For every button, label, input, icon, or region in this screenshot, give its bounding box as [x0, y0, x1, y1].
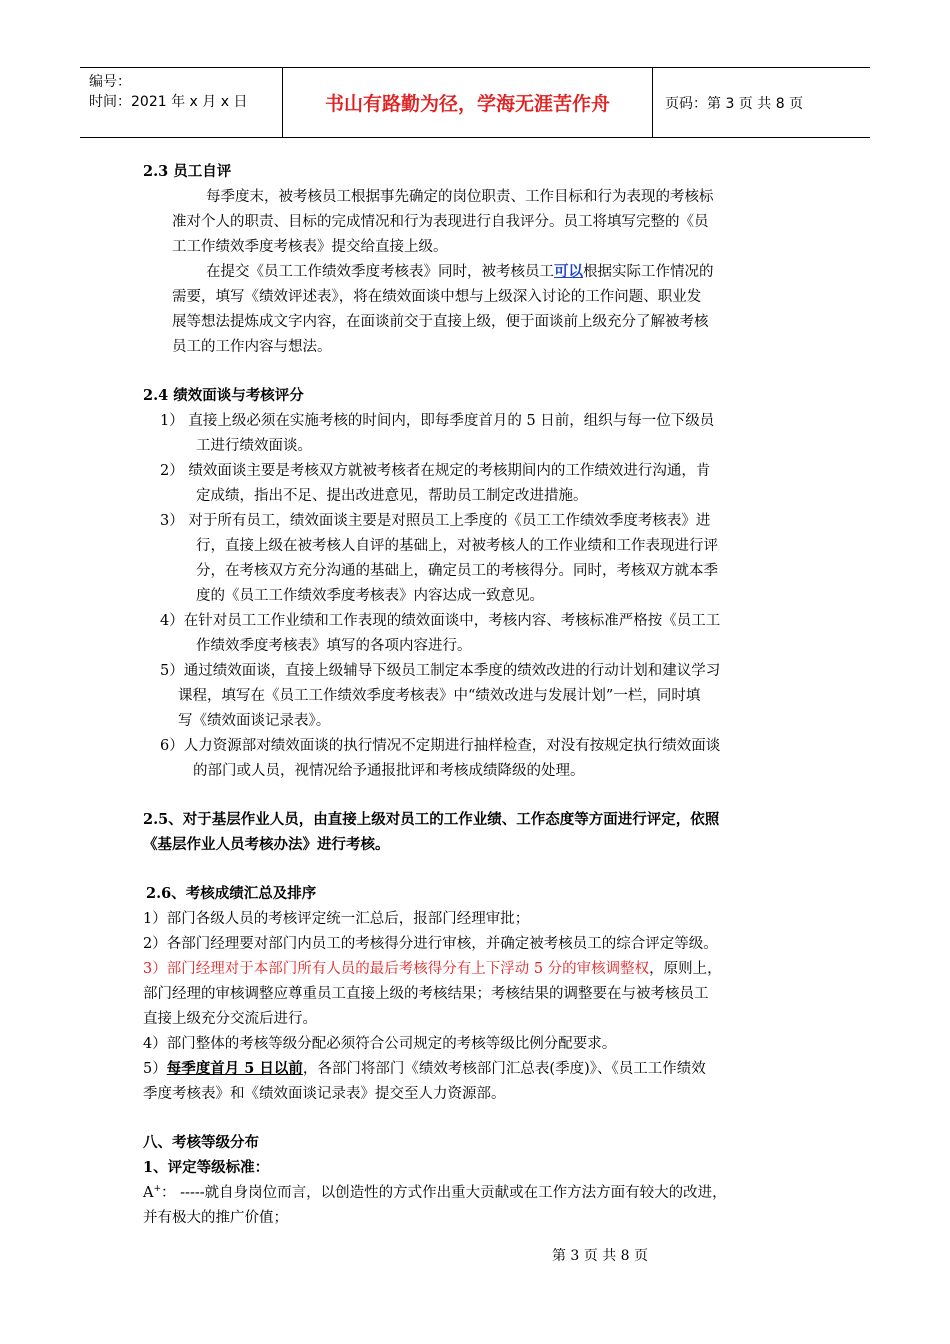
time-label: 时间：2021 年 x 月 x 日 [89, 94, 248, 110]
list-item-line: 作绩效季度考核表》填写的各项内容进行。 [196, 638, 472, 654]
list-item-line: 4）在针对员工工作业绩和工作表现的绩效面谈中，考核内容、考核标准严格按《员工工 [160, 613, 721, 629]
link-keyi[interactable]: 可以 [554, 263, 583, 280]
list-item-line: 3）部门经理对于本部门所有人员的最后考核得分有上下浮动 5 分的审核调整权，原则上， [143, 961, 722, 977]
paragraph-line: 每季度末，被考核员工根据事先确定的岗位职责、工作目标和行为表现的考核标 [206, 189, 714, 205]
section-title-8: 八、考核等级分布 [143, 1134, 259, 1151]
grade-line: 并有极大的推广价值； [143, 1210, 288, 1226]
list-item-line: 3） 对于所有员工，绩效面谈主要是对照员工上季度的《员工工作绩效季度考核表》进 [160, 513, 711, 529]
page-header [80, 67, 870, 138]
list-item-line: 5）通过绩效面谈，直接上级辅导下级员工制定本季度的绩效改进的行动计划和建议学习 [160, 663, 721, 679]
list-item-line: 5）每季度首月 5 日以前，各部门将部门《绩效考核部门汇总表(季度)》、《员工工作绩效 [143, 1060, 706, 1077]
section-2-5-line: 《基层作业人员考核办法》进行考核。 [143, 836, 390, 853]
header-motto: 书山有路勤为径，学海无涯苦作舟 [283, 68, 653, 137]
list-item-line: 2）各部门经理要对部门内员工的考核得分进行审核，并确定被考核员工的综合评定等级。 [143, 936, 718, 952]
list-item-line: 课程，填写在《员工工作绩效季度考核表》中“绩效改进与发展计划”一栏，同时填 [178, 688, 701, 704]
highlighted-text: 3）部门经理对于本部门所有人员的最后考核得分有上下浮动 5 分的审核调整权 [143, 961, 650, 977]
list-item-line: 1）部门各级人员的考核评定统一汇总后，报部门经理审批； [143, 911, 530, 927]
list-item-line: 2） 绩效面谈主要是考核双方就被考核者在规定的考核期间内的工作绩效进行沟通，肯 [160, 463, 711, 479]
paragraph-line: 员工的工作内容与想法。 [172, 339, 332, 355]
list-item-line: 6）人力资源部对绩效面谈的执行情况不定期进行抽样检查，对没有按规定执行绩效面谈 [160, 738, 721, 754]
grade-line: A+： -----就自身岗位而言，以创造性的方式作出重大贡献或在工作方法方面有较大的改进， [143, 1184, 727, 1201]
list-item-line: 定成绩，指出不足、提出改进意见，帮助员工制定改进措施。 [196, 488, 588, 504]
section-title-2-4: 2.4 绩效面谈与考核评分 [143, 387, 304, 404]
list-item-line: 写《绩效面谈记录表》。 [178, 713, 331, 729]
paragraph-line: 展等想法提炼成文字内容，在面谈前交于直接上级，便于面谈前上级充分了解被考核 [172, 314, 709, 330]
list-item-line: 直接上级充分交流后进行。 [143, 1011, 317, 1027]
page-footer: 第 3 页 共 8 页 [551, 1248, 649, 1264]
header-page-info: 页码：第 3 页 共 8 页 [665, 95, 804, 112]
underlined-deadline: 每季度首月 5 日以前 [166, 1060, 303, 1077]
list-item-line: 行，直接上级在被考核人自评的基础上，对被考核人的工作业绩和工作表现进行评 [196, 538, 718, 554]
number-label: 编号： [89, 74, 131, 90]
section-2-5-line: 2.5、对于基层作业人员，由直接上级对员工的工作业绩、工作态度等方面进行评定，依照 [143, 811, 720, 828]
subsection-title: 1、评定等级标准： [143, 1159, 270, 1176]
list-item-line: 1） 直接上级必须在实施考核的时间内，即每季度首月的 5 日前，组织与每一位下级员 [160, 413, 715, 429]
header-meta [80, 68, 283, 137]
paragraph-line: 在提交《员工工作绩效季度考核表》同时，被考核员工可以根据实际工作情况的 [206, 263, 714, 280]
list-item-line: 度的《员工工作绩效季度考核表》内容达成一致意见。 [196, 588, 544, 604]
paragraph-line: 工工作绩效季度考核表》提交给直接上级。 [172, 239, 448, 255]
list-item-line: 季度考核表》和《绩效面谈记录表》提交至人力资源部。 [143, 1086, 506, 1102]
list-item-line: 工进行绩效面谈。 [196, 438, 312, 454]
list-item-line: 部门经理的审核调整应尊重员工直接上级的考核结果；考核结果的调整要在与被考核员工 [143, 986, 709, 1002]
section-title-2-6: 2.6、考核成绩汇总及排序 [146, 885, 317, 902]
list-item-line: 的部门或人员，视情况给予通报批评和考核成绩降级的处理。 [193, 763, 585, 779]
paragraph-line: 需要，填写《绩效评述表》，将在绩效面谈中想与上级深入讨论的工作问题、职业发 [172, 289, 702, 305]
section-title-2-3: 2.3 员工自评 [143, 163, 232, 180]
list-item-line: 4）部门整体的考核等级分配必须符合公司规定的考核等级比例分配要求。 [143, 1036, 617, 1052]
paragraph-line: 准对个人的职责、目标的完成情况和行为表现进行自我评分。员工将填写完整的《员 [172, 214, 709, 230]
list-item-line: 分，在考核双方充分沟通的基础上，确定员工的考核得分。同时，考核双方就本季 [196, 563, 718, 579]
